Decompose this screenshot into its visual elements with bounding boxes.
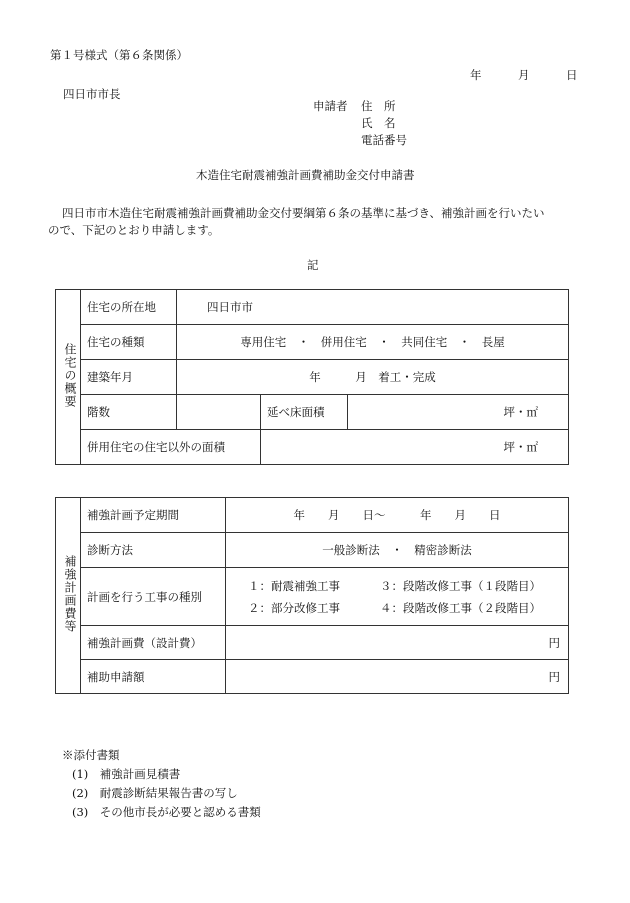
- attachment-item: (3) その他市長が必要と認める書類: [72, 805, 261, 819]
- name-label: 氏 名: [361, 116, 396, 130]
- work-option-3: ３：段階改修工事（１段階目）: [380, 578, 541, 593]
- built-date-value[interactable]: 年 月 着工・完成: [177, 360, 569, 395]
- work-option-2: ２：部分改修工事: [248, 600, 340, 615]
- plan-cost-side-label: 補強計画費等: [63, 555, 77, 633]
- body-line-1: 四日市市木造住宅耐震補強計画費補助金交付要綱第６条の基準に基づき、補強計画を行いたい: [62, 206, 545, 220]
- work-option-1: １：耐震補強工事: [248, 578, 340, 593]
- applicant-label: 申請者: [313, 99, 348, 113]
- house-overview-table: [55, 289, 569, 465]
- work-option-4: ４：段階改修工事（２段階目）: [380, 600, 541, 615]
- diagnosis-method-label: 診断方法: [81, 533, 226, 568]
- plan-period-label: 補強計画予定期間: [81, 498, 226, 533]
- house-type-label: 住宅の種類: [81, 325, 177, 360]
- house-type-options[interactable]: 専用住宅 ・ 併用住宅 ・ 共同住宅 ・ 長屋: [177, 325, 569, 360]
- plan-cost-label: 補強計画費（設計費）: [81, 626, 226, 660]
- page-title: 木造住宅耐震補強計画費補助金交付申請書: [196, 168, 415, 182]
- date-day-label: 日: [566, 68, 578, 82]
- floor-area-unit[interactable]: 坪・㎡: [348, 395, 569, 430]
- addressee: 四日市市長: [63, 87, 121, 101]
- subsidy-amount-label: 補助申請額: [81, 660, 226, 694]
- non-residential-area-label: 併用住宅の住宅以外の面積: [81, 430, 261, 465]
- plan-period-value[interactable]: 年 月 日～ 年 月 日: [226, 498, 569, 533]
- diagnosis-method-options[interactable]: 一般診断法 ・ 精密診断法: [226, 533, 569, 568]
- house-overview-side-label: 住宅の概要: [63, 343, 77, 408]
- date-month-label: 月: [518, 68, 530, 82]
- ki-label: 記: [307, 258, 319, 272]
- floors-label: 階数: [81, 395, 177, 430]
- body-line-2: ので、下記のとおり申請します。: [48, 223, 220, 237]
- built-date-label: 建築年月: [81, 360, 177, 395]
- house-overview-side-cell: [56, 290, 81, 465]
- address-label: 住 所: [361, 99, 396, 113]
- date-year-label: 年: [470, 68, 482, 82]
- non-residential-area-unit[interactable]: 坪・㎡: [261, 430, 569, 465]
- location-value[interactable]: 四日市市: [177, 290, 569, 325]
- plan-cost-unit[interactable]: 円: [226, 626, 569, 660]
- location-label: 住宅の所在地: [81, 290, 177, 325]
- floor-area-label: 延べ床面積: [261, 395, 348, 430]
- work-type-options[interactable]: [226, 568, 569, 626]
- subsidy-amount-unit[interactable]: 円: [226, 660, 569, 694]
- attachment-item: (2) 耐震診断結果報告書の写し: [72, 786, 238, 800]
- form-number: 第１号様式（第６条関係）: [50, 48, 188, 62]
- plan-cost-side-cell: [56, 498, 81, 694]
- phone-label: 電話番号: [361, 133, 407, 147]
- attachment-item: (1) 補強計画見積書: [72, 767, 181, 781]
- work-type-label: 計画を行う工事の種別: [81, 568, 226, 626]
- attachments-heading: ※添付書類: [62, 748, 120, 762]
- floors-input[interactable]: [177, 395, 261, 430]
- plan-cost-table: [55, 497, 569, 694]
